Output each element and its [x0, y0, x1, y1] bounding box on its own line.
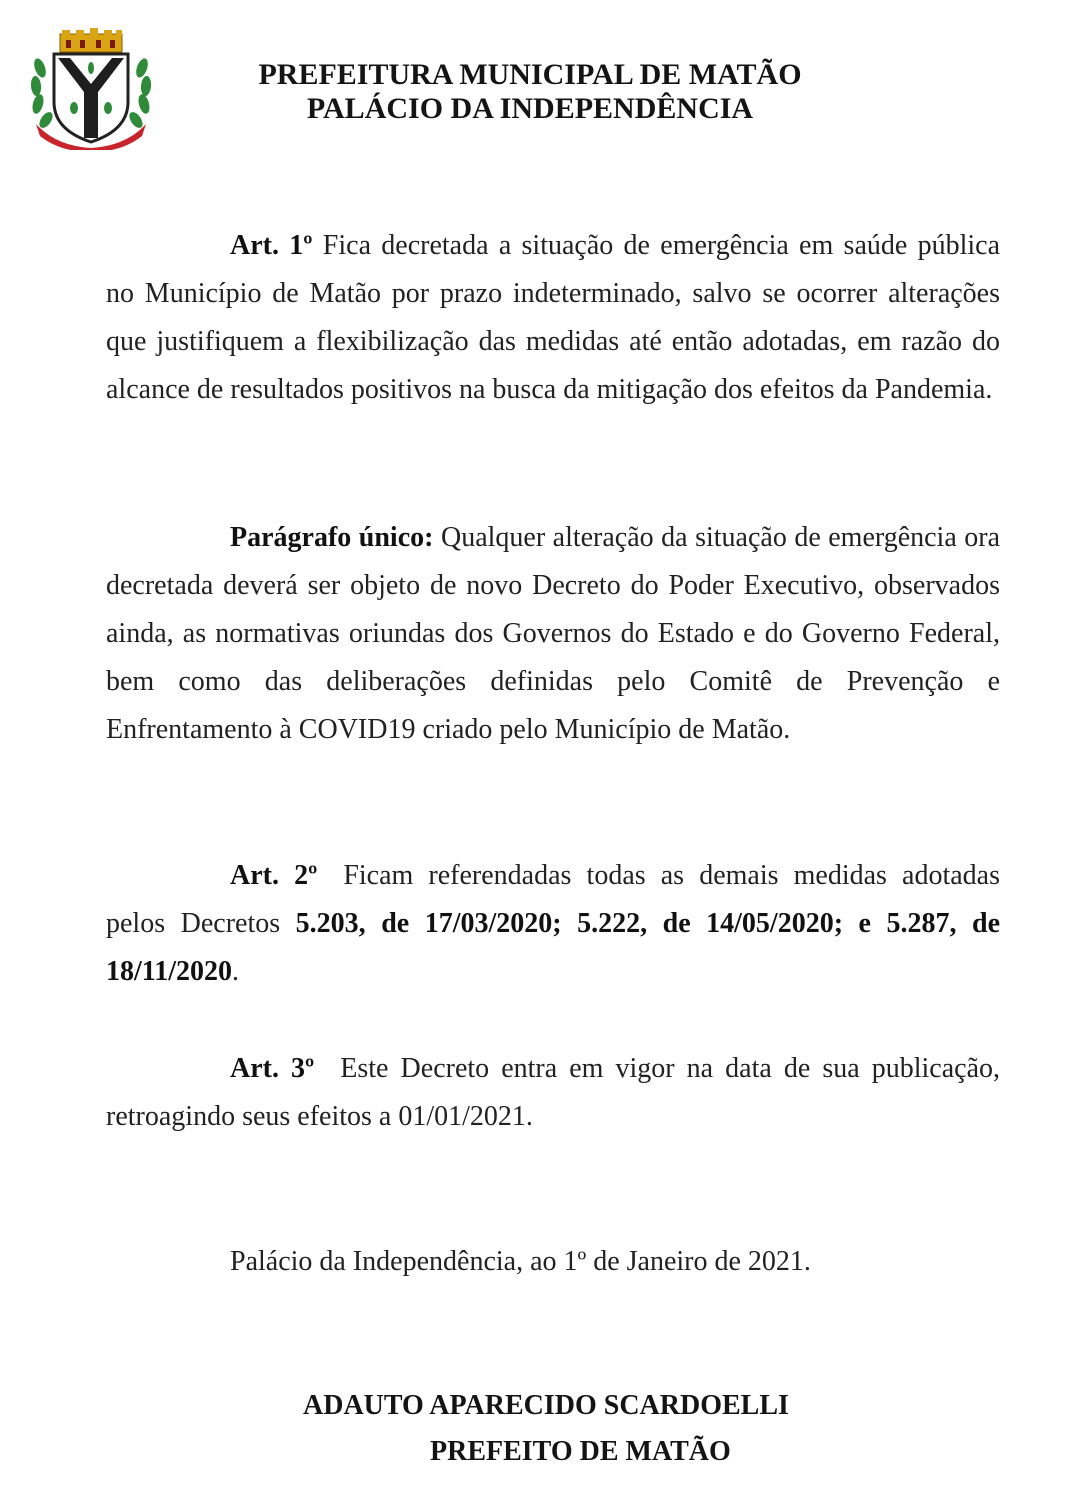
municipal-crest-logo [26, 28, 156, 150]
signatory-name: ADAUTO APARECIDO SCARDOELLI [303, 1390, 789, 1421]
laurel-left-icon [30, 57, 55, 130]
dateline: Palácio da Independência, ao 1º de Janeiro de 2021. [230, 1246, 811, 1277]
document-header [200, 58, 860, 126]
mural-crown-icon [60, 28, 122, 52]
article-2-text: Ficam referendadas todas as demais medidas adotadas pelos Decretos [106, 860, 1000, 939]
article-1-label: Art. 1º [230, 230, 313, 261]
article-1-text: Fica decretada a situação de emergência em saúde pública no Município de Matão por prazo indeterminado, salvo se ocorrer alterações que justifiquem a flexibilização das medidas até então adotadas, em razão do alcance de resultados positivos na busca da mitigação dos efeitos da Pandemia. [106, 230, 1001, 405]
article-2-decrees: 5.203, de 17/03/2020; 5.222, de 14/05/2020; e 5.287, de 18/11/2020 [106, 908, 1001, 987]
sole-paragraph-text: Qualquer alteração da situação de emergência ora decretada deverá ser objeto de novo Decreto do Poder Executivo, observados ainda, as normativas oriundas dos Governos do Estado e do Governo Federal, bem como das deliberações definidas pelo Comitê de Prevenção e Enfrentamento à COVID19 criado pelo Município de Matão. [106, 522, 1001, 745]
article-3 [106, 1045, 1000, 1141]
article-3-text: Este Decreto entra em vigor na data de sua publicação, retroagindo seus efeitos a 01/01/2021. [106, 1053, 1000, 1132]
article-3-label: Art. 3º [230, 1053, 315, 1084]
sole-paragraph [106, 514, 1000, 754]
header-palace: PALÁCIO DA INDEPENDÊNCIA [306, 92, 754, 125]
shield-icon [54, 54, 128, 142]
article-2-label: Art. 2º [230, 860, 318, 891]
article-2-end: . [232, 956, 240, 987]
header-municipality: PREFEITURA MUNICIPAL DE MATÃO [258, 58, 802, 91]
article-1 [106, 222, 1000, 414]
sole-paragraph-label: Parágrafo único: [230, 522, 434, 553]
signatory-title: PREFEITO DE MATÃO [430, 1436, 731, 1467]
laurel-right-icon [127, 57, 152, 130]
article-2 [106, 852, 1000, 996]
